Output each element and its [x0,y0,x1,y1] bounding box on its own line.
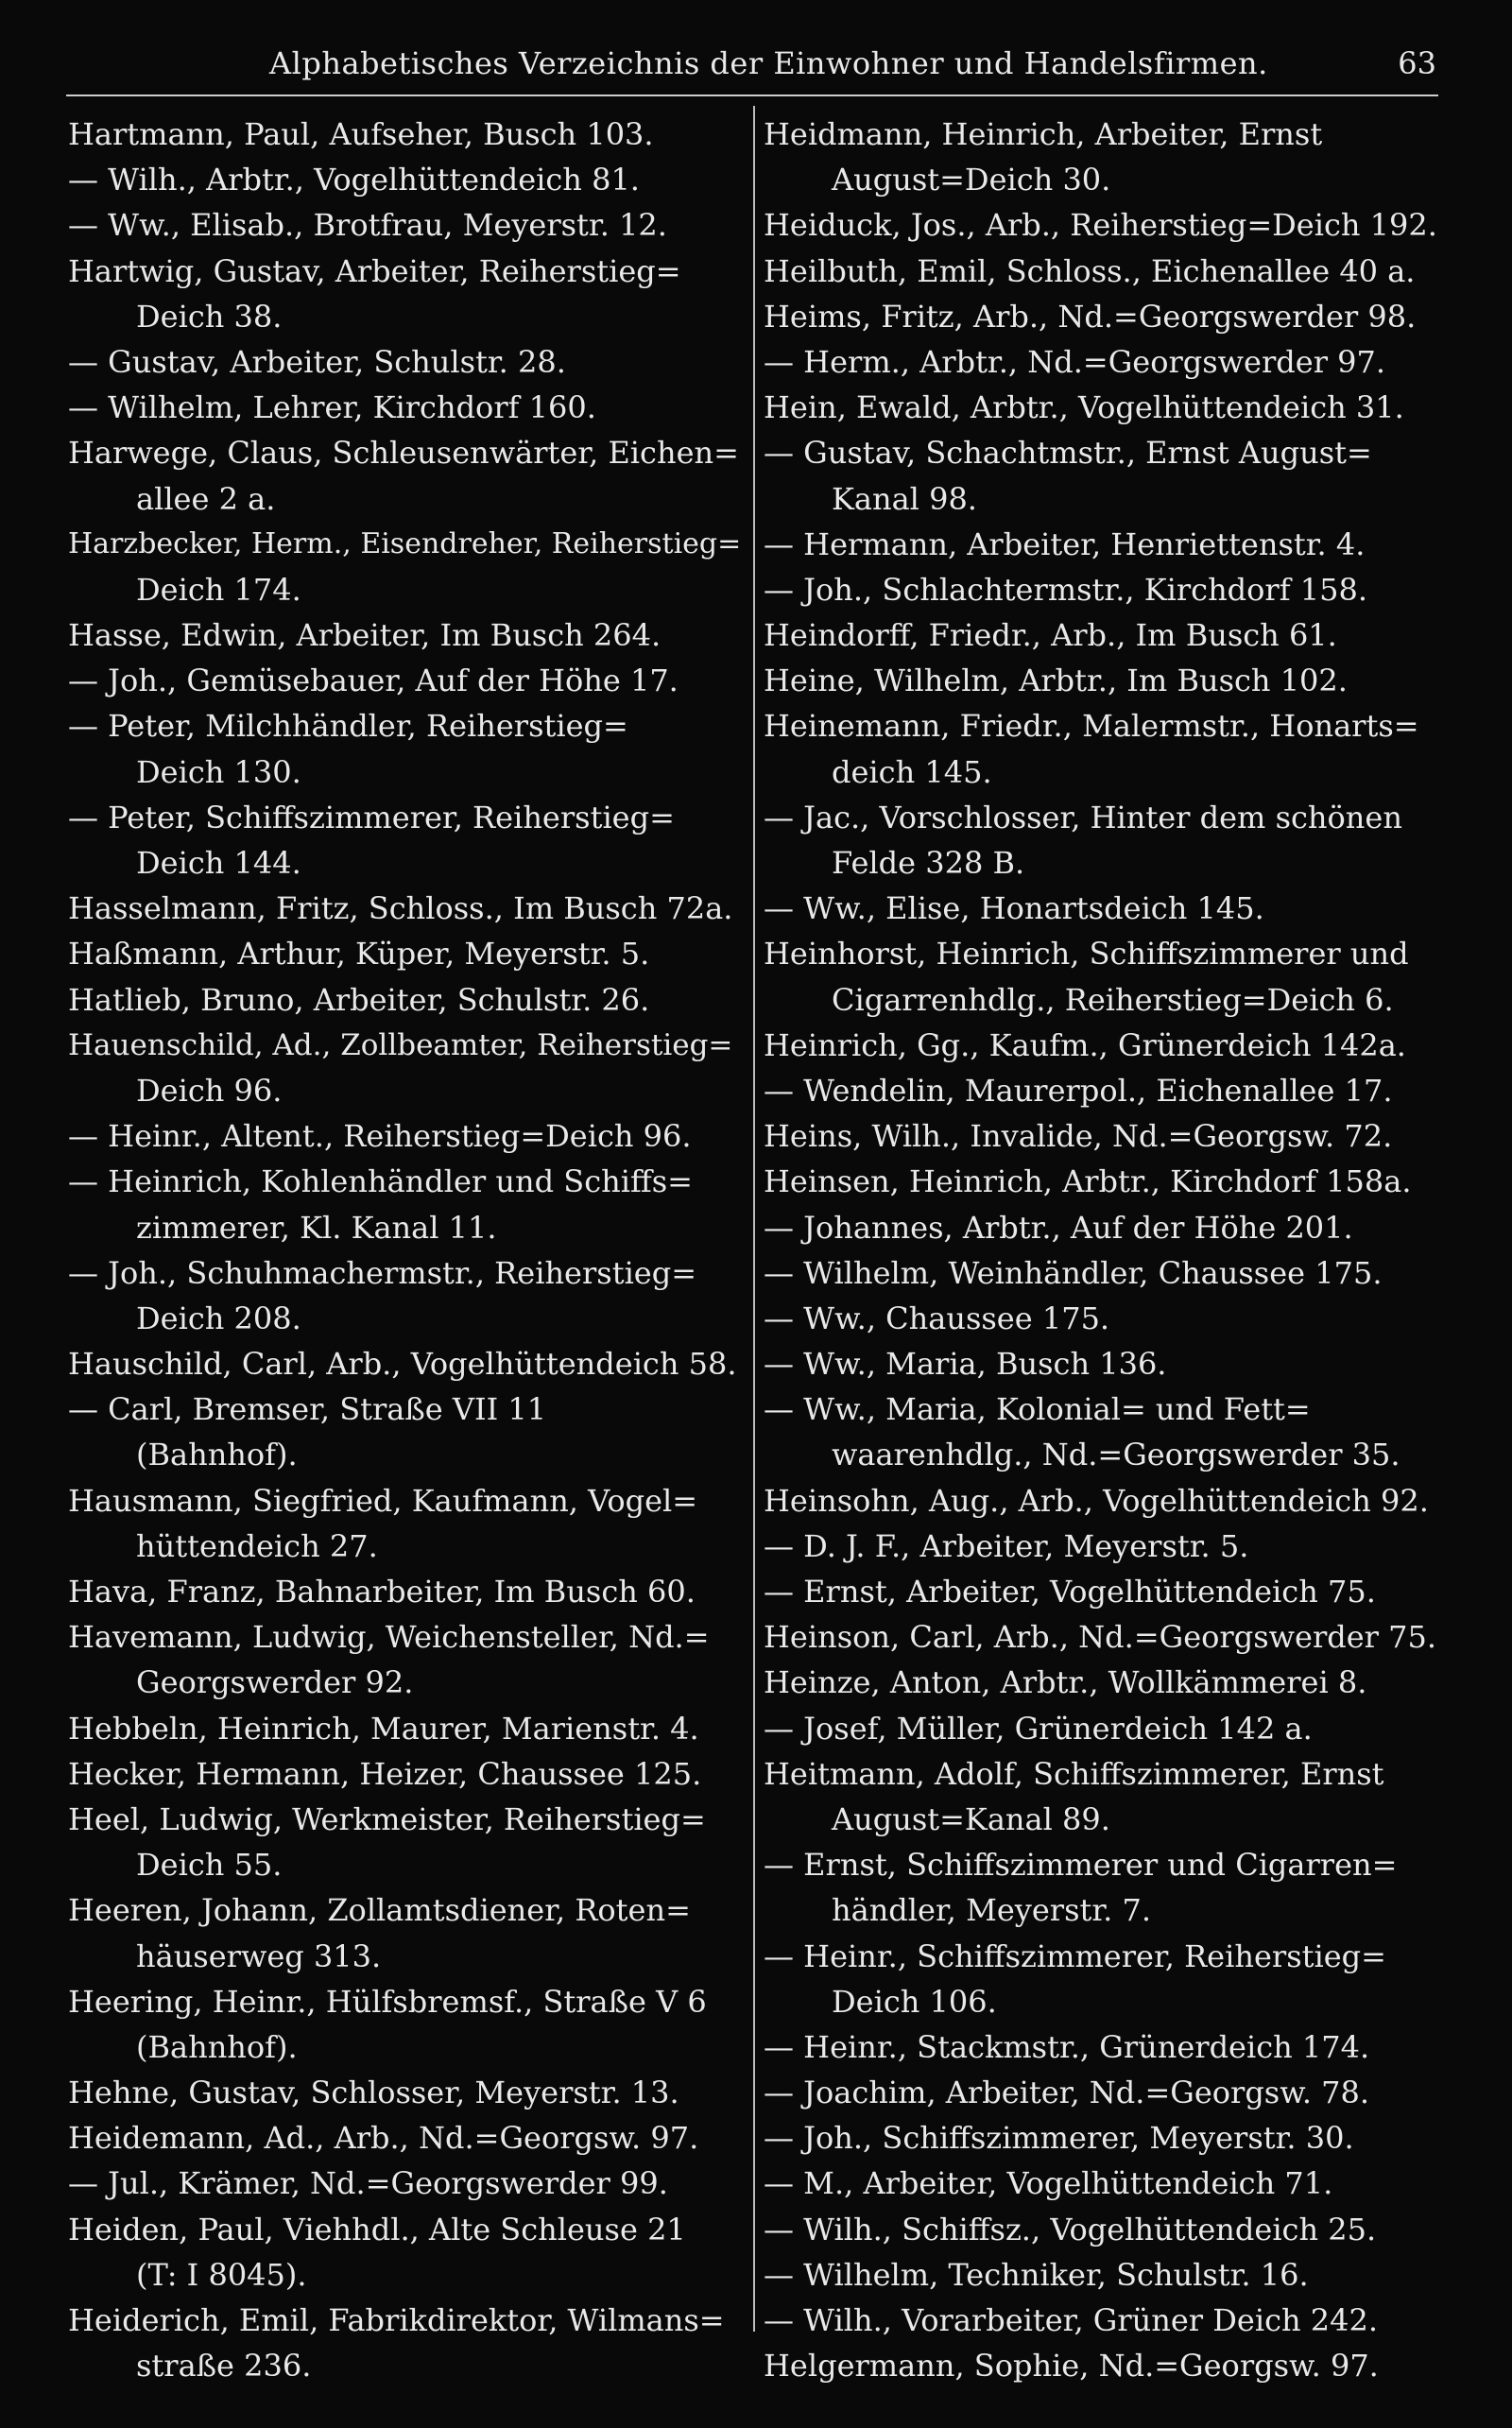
entry-line: — Wendelin, Maurerpol., Eichenallee 17. [764,1072,1393,1109]
entry-continuation-line: Deich 55. [136,1847,283,1884]
entry-line: Hartmann, Paul, Aufseher, Busch 103. [68,116,654,152]
entry-line: Heering, Heinr., Hülfsbremsf., Straße V 6 [68,1983,707,2020]
entry-line: — Ernst, Arbeiter, Vogelhüttendeich 75. [764,1574,1376,1610]
entry-line: — D. J. F., Arbeiter, Meyerstr. 5. [764,1527,1249,1564]
entry-line: — Joh., Schiffszimmerer, Meyerstr. 30. [764,2120,1354,2157]
entry-line: Harzbecker, Herm., Eisendreher, Reiherstieg= [68,526,742,560]
entry-line: Hehne, Gustav, Schlosser, Meyerstr. 13. [68,2075,679,2111]
entry-continuation-line: August=Kanal 89. [832,1800,1110,1837]
entry-line: Hartwig, Gustav, Arbeiter, Reiherstieg= [68,252,681,289]
entry-continuation-line: Deich 208. [136,1300,301,1336]
entry-continuation-line: allee 2 a. [136,480,276,517]
entry-continuation-line: deich 145. [832,753,992,790]
entry-line: Hatlieb, Bruno, Arbeiter, Schulstr. 26. [68,981,650,1018]
entry-continuation-line: Felde 328 B. [832,845,1025,881]
header-title: Alphabetisches Verzeichnis der Einwohner und Handelsfirmen. [269,45,1268,81]
entry-line: Heeren, Johann, Zollamtsdiener, Roten= [68,1892,691,1929]
entry-line: — Joh., Gemüsebauer, Auf der Höhe 17. [68,663,679,699]
entry-line: — Carl, Bremser, Straße VII 11 [68,1391,547,1428]
entry-continuation-line: Deich 144. [136,845,301,881]
entry-line: — Ww., Maria, Busch 136. [764,1346,1167,1383]
entry-line: Harwege, Claus, Schleusenwärter, Eichen= [68,435,739,472]
entry-line: — Heinr., Altent., Reiherstieg=Deich 96. [68,1118,692,1155]
entry-line: Heine, Wilhelm, Arbtr., Im Busch 102. [764,663,1348,699]
entry-line: Haßmann, Arthur, Küper, Meyerstr. 5. [68,936,650,973]
entry-line: — Heinr., Stackmstr., Grünerdeich 174. [764,2028,1370,2065]
entry-continuation-line: häuserweg 313. [136,1937,382,1974]
entry-line: Hauschild, Carl, Arb., Vogelhüttendeich 58. [68,1346,737,1383]
entry-line: — Joh., Schuhmachermstr., Reiherstieg= [68,1254,697,1291]
entry-continuation-line: Deich 130. [136,753,301,790]
left-column [68,112,744,2388]
entry-line: — Joh., Schlachtermstr., Kirchdorf 158. [764,571,1367,608]
entry-continuation-line: hüttendeich 27. [136,1527,378,1564]
entry-line: Heinemann, Friedr., Malermstr., Honarts= [764,708,1419,745]
entry-line: Heiderich, Emil, Fabrikdirektor, Wilmans= [68,2302,725,2338]
entry-line: Heiden, Paul, Viehhdl., Alte Schleuse 21 [68,2211,686,2247]
entry-line: Heinsohn, Aug., Arb., Vogelhüttendeich 92. [764,1482,1429,1519]
entry-line: — Johannes, Arbtr., Auf der Höhe 201. [764,1209,1353,1246]
entry-line: — Herm., Arbtr., Nd.=Georgswerder 97. [764,343,1386,380]
entry-line: — Wilh., Arbtr., Vogelhüttendeich 81. [68,162,640,198]
entry-line: Helgermann, Sophie, Nd.=Georgsw. 97. [764,2348,1379,2385]
entry-line: — Jul., Krämer, Nd.=Georgswerder 99. [68,2165,668,2202]
entry-line: — Ww., Chaussee 175. [764,1300,1110,1336]
right-column [764,112,1439,2388]
entry-continuation-line: Cigarrenhdlg., Reiherstieg=Deich 6. [832,981,1394,1018]
entry-line: — Ernst, Schiffszimmerer und Cigarren= [764,1847,1398,1884]
entry-line: Hasselmann, Fritz, Schloss., Im Busch 72a. [68,890,733,927]
entry-line: — Heinrich, Kohlenhändler und Schiffs= [68,1163,693,1200]
entry-line: — Josef, Müller, Grünerdeich 142 a. [764,1710,1313,1747]
entry-line: — Wilh., Schiffsz., Vogelhüttendeich 25. [764,2211,1377,2247]
entry-continuation-line: August=Deich 30. [832,162,1111,198]
entry-continuation-line: (T: I 8045). [136,2256,307,2293]
entry-line: Hava, Franz, Bahnarbeiter, Im Busch 60. [68,1574,696,1610]
entry-continuation-line: zimmerer, Kl. Kanal 11. [136,1209,497,1246]
entry-line: Heinze, Anton, Arbtr., Wollkämmerei 8. [764,1664,1367,1701]
entry-line: Havemann, Ludwig, Weichensteller, Nd.= [68,1619,710,1656]
entry-line: — Joachim, Arbeiter, Nd.=Georgsw. 78. [764,2075,1370,2111]
page-number: 63 [1398,45,1436,81]
entry-line: — Gustav, Arbeiter, Schulstr. 28. [68,343,566,380]
entry-line: Hecker, Hermann, Heizer, Chaussee 125. [68,1755,702,1792]
entry-line: Hebbeln, Heinrich, Maurer, Marienstr. 4. [68,1710,699,1747]
entry-line: — M., Arbeiter, Vogelhüttendeich 71. [764,2165,1333,2202]
entry-continuation-line: Deich 106. [832,1983,997,2020]
page-header [66,45,1455,87]
entry-line: Heinrich, Gg., Kaufm., Grünerdeich 142a. [764,1026,1406,1063]
entry-line: Hausmann, Siegfried, Kaufmann, Vogel= [68,1482,698,1519]
entry-line: — Ww., Elise, Honartsdeich 145. [764,890,1264,927]
entry-line: — Wilhelm, Weinhändler, Chaussee 175. [764,1254,1383,1291]
entry-line: — Ww., Elisab., Brotfrau, Meyerstr. 12. [68,207,667,244]
entry-line: — Peter, Milchhändler, Reiherstieg= [68,708,628,745]
entry-continuation-line: Deich 96. [136,1072,283,1109]
entry-line: Heinhorst, Heinrich, Schiffszimmerer und [764,936,1409,973]
entry-line: Hasse, Edwin, Arbeiter, Im Busch 264. [68,617,662,654]
entry-continuation-line: Georgswerder 92. [136,1664,414,1701]
entry-continuation-line: Kanal 98. [832,480,977,517]
entry-line: — Hermann, Arbeiter, Henriettenstr. 4. [764,525,1366,562]
entry-line: — Gustav, Schachtmstr., Ernst August= [764,435,1372,472]
entry-continuation-line: Deich 174. [136,571,301,608]
entry-continuation-line: händler, Meyerstr. 7. [832,1892,1152,1929]
entry-continuation-line: straße 236. [136,2348,312,2385]
entry-line: — Heinr., Schiffszimmerer, Reiherstieg= [764,1937,1386,1974]
entry-line: Heiduck, Jos., Arb., Reiherstieg=Deich 192. [764,207,1437,244]
entry-line: — Wilhelm, Lehrer, Kirchdorf 160. [68,389,596,426]
entry-line: Heinsen, Heinrich, Arbtr., Kirchdorf 158a. [764,1163,1412,1200]
entry-line: Heims, Fritz, Arb., Nd.=Georgswerder 98. [764,298,1417,335]
entry-line: Hauenschild, Ad., Zollbeamter, Reiherstieg= [68,1027,733,1062]
entry-line: — Peter, Schiffszimmerer, Reiherstieg= [68,799,675,835]
entry-line: Heins, Wilh., Invalide, Nd.=Georgsw. 72. [764,1118,1393,1155]
entry-line: Heindorff, Friedr., Arb., Im Busch 61. [764,617,1337,654]
entry-line: — Ww., Maria, Kolonial= und Fett= [764,1391,1311,1428]
header-rule [66,95,1438,96]
column-divider [753,106,755,2332]
entry-line: — Wilhelm, Techniker, Schulstr. 16. [764,2256,1309,2293]
entry-line: Heilbuth, Emil, Schloss., Eichenallee 40 a. [764,252,1416,289]
entry-line: Heitmann, Adolf, Schiffszimmerer, Ernst [764,1755,1384,1792]
entry-line: Heel, Ludwig, Werkmeister, Reiherstieg= [68,1800,706,1837]
entry-continuation-line: (Bahnhof). [136,1437,298,1473]
entry-continuation-line: (Bahnhof). [136,2028,298,2065]
entry-line: Heidemann, Ad., Arb., Nd.=Georgsw. 97. [68,2120,699,2157]
entry-line: — Wilh., Vorarbeiter, Grüner Deich 242. [764,2302,1379,2338]
entry-line: Heidmann, Heinrich, Arbeiter, Ernst [764,116,1323,152]
entry-line: Heinson, Carl, Arb., Nd.=Georgswerder 75. [764,1619,1437,1656]
entry-continuation-line: waarenhdlg., Nd.=Georgswerder 35. [832,1437,1400,1473]
entry-continuation-line: Deich 38. [136,298,283,335]
entry-line: Hein, Ewald, Arbtr., Vogelhüttendeich 31. [764,389,1404,426]
entry-line: — Jac., Vorschlosser, Hinter dem schönen [764,799,1402,835]
